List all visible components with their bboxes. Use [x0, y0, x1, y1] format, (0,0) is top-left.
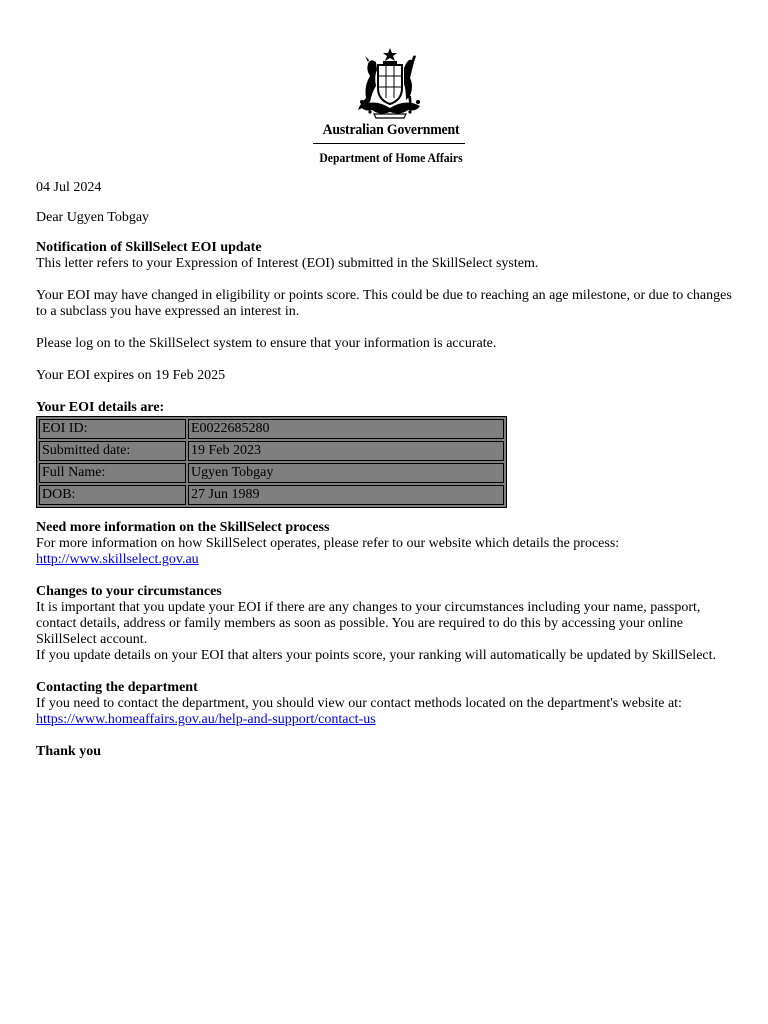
changes-text: It is important that you update your EOI if there are any changes to your circumstances including your name, passport, contact details, address or family members as soon as possible. You are required to do this by accessing your online SkillSelect account.: [36, 600, 701, 647]
contact-section: [36, 680, 740, 728]
info-heading: Need more information on the SkillSelect process: [36, 520, 330, 535]
letter-page: [36, 0, 740, 776]
department-name: Department of Home Affairs: [319, 150, 463, 165]
contact-us-link[interactable]: https://www.homeaffairs.gov.au/help-and-support/contact-us: [36, 712, 376, 727]
ranking-text: If you update details on your EOI that alters your points score, your ranking will automatically be updated by SkillSelect.: [36, 648, 717, 663]
closing: Thank you: [36, 744, 101, 759]
detail-label: Submitted date:: [39, 441, 186, 461]
detail-label: EOI ID:: [39, 419, 186, 439]
details-heading: Your EOI details are:: [36, 400, 165, 415]
info-text: For more information on how SkillSelect operates, please refer to our website which details the process:: [36, 536, 620, 551]
table-row: [39, 441, 504, 461]
letterhead-divider: [313, 143, 465, 144]
expiry-text: Your EOI expires on 19 Feb 2025: [36, 368, 226, 383]
detail-value: 27 Jun 1989: [188, 485, 504, 505]
contact-text: If you need to contact the department, you should view our contact methods located on the department's website at:: [36, 696, 682, 711]
salutation: Dear Ugyen Tobgay: [36, 210, 150, 225]
change-notice: Your EOI may have changed in eligibility or points score. This could be due to reaching an age milestone, or due to changes to a subclass you have expressed an interest in.: [36, 288, 732, 319]
detail-value: E0022685280: [188, 419, 504, 439]
login-notice: Please log on to the SkillSelect system to ensure that your information is accurate.: [36, 336, 497, 351]
detail-label: DOB:: [39, 485, 186, 505]
letterhead: [36, 0, 740, 180]
detail-value: 19 Feb 2023: [188, 441, 504, 461]
table-row: [39, 463, 504, 483]
eoi-details-table: [36, 416, 507, 508]
government-name: Australian Government: [322, 122, 460, 138]
intro-text: This letter refers to your Expression of Interest (EOI) submitted in the SkillSelect system.: [36, 256, 539, 271]
letter-date: 04 Jul 2024: [36, 180, 102, 195]
table-row: [39, 419, 504, 439]
info-section: [36, 520, 740, 568]
contact-heading: Contacting the department: [36, 680, 198, 695]
changes-heading: Changes to your circumstances: [36, 584, 222, 599]
coat-of-arms-icon: [350, 46, 430, 122]
changes-section: [36, 584, 740, 664]
notification-heading: Notification of SkillSelect EOI update: [36, 240, 262, 255]
skillselect-link[interactable]: http://www.skillselect.gov.au: [36, 552, 199, 567]
detail-value: Ugyen Tobgay: [188, 463, 504, 483]
notification-section: [36, 240, 740, 272]
detail-label: Full Name:: [39, 463, 186, 483]
table-row: [39, 485, 504, 505]
